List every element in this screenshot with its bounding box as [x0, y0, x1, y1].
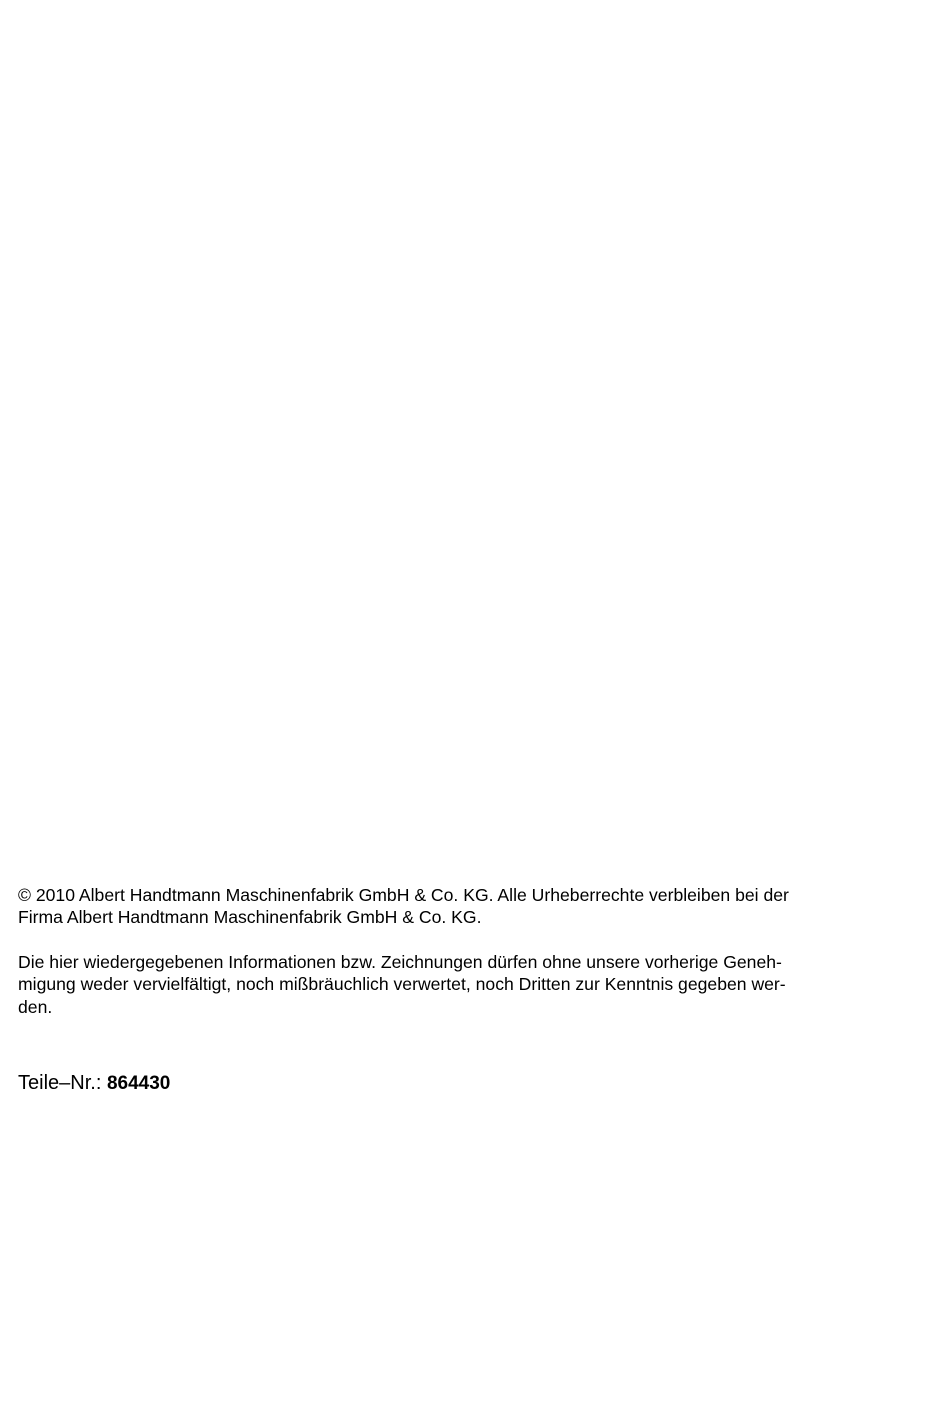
notice-paragraph — [18, 951, 878, 1018]
copyright-line: Firma Albert Handtmann Maschinenfabrik GmbH & Co. KG. — [18, 907, 482, 928]
notice-line: den. — [18, 996, 53, 1017]
copyright-notice — [18, 884, 878, 929]
reproduction-notice — [18, 951, 878, 1018]
copyright-line: © 2010 Albert Handtmann Maschinenfabrik GmbH & Co. KG. Alle Urheberrechte verbleiben bei der — [18, 885, 789, 905]
part-number — [18, 1070, 170, 1097]
part-number-value: 864430 — [106, 1073, 171, 1094]
part-number-label: Teile–Nr.: — [18, 1072, 107, 1094]
copyright-paragraph — [18, 884, 878, 929]
notice-line: migung weder vervielfältigt, noch mißbräuchlich verwertet, noch Dritten zur Kenntnis gegeben wer- — [18, 974, 786, 995]
notice-line: Die hier wiedergegebenen Informationen bzw. Zeichnungen dürfen ohne unsere vorherige Geneh- — [18, 952, 782, 972]
